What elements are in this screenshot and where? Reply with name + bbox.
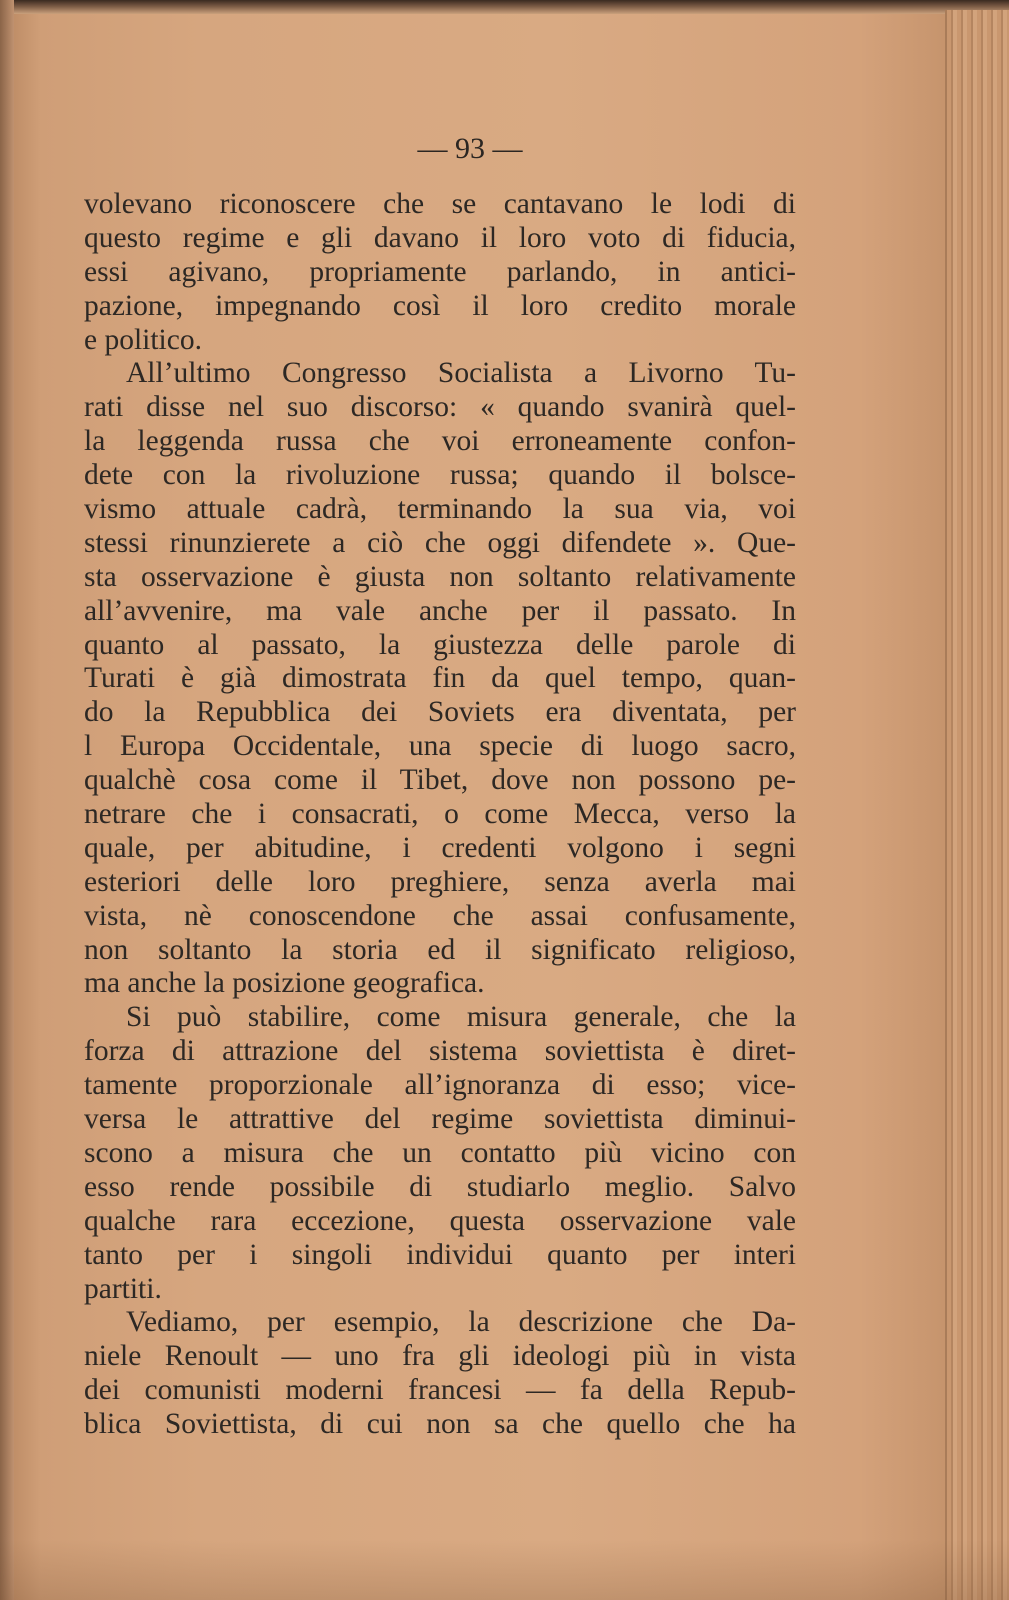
page-top-edge (0, 0, 1009, 14)
text-line: versa le attrattive del regime soviettista diminui- (84, 1103, 796, 1136)
text-line: pazione, impegnando così il loro credito morale (84, 289, 796, 322)
text-line: ma anche la posizione geografica. (84, 967, 485, 1000)
text-line: rati disse nel suo discorso: « quando svanirà quel- (84, 391, 796, 424)
text-line: All’ultimo Congresso Socialista a Livorno Tu- (126, 357, 796, 390)
text-line: quale, per abitudine, i credenti volgono i segni (84, 831, 796, 864)
text-line: dete con la rivoluzione russa; quando il bolsce- (84, 459, 796, 492)
text-line: all’avvenire, ma vale anche per il passato. In (84, 594, 796, 627)
text-line: l Europa Occidentale, una specie di luogo sacro, (84, 730, 796, 763)
text-line: Turati è già dimostrata fin da quel tempo, quan- (84, 662, 796, 695)
text-line: Vediamo, per esempio, la descrizione che Da- (126, 1306, 796, 1339)
text-line: vismo attuale cadrà, terminando la sua via, voi (84, 493, 796, 526)
body-text (84, 188, 796, 1442)
text-line: blica Soviettista, di cui non sa che quello che ha (84, 1408, 796, 1441)
text-line: partiti. (84, 1272, 162, 1305)
text-line: esso rende possibile di studiarlo meglio. Salvo (84, 1170, 796, 1203)
text-line: stessi rinunzierete a ciò che oggi difendete ». Que- (84, 526, 796, 559)
page-bottom-shadow (0, 1540, 1009, 1600)
text-line: scono a misura che un contatto più vicino con (84, 1136, 796, 1169)
text-line: qualche rara eccezione, questa osservazione vale (84, 1204, 796, 1237)
text-line: dei comunisti moderni francesi — fa della Repub- (84, 1374, 796, 1407)
text-line: volevano riconoscere che se cantavano le lodi di (84, 188, 796, 220)
text-line: forza di attrazione del sistema soviettista è diret- (84, 1035, 796, 1068)
text-line: tamente proporzionale all’ignoranza di esso; vice- (84, 1069, 796, 1102)
text-line: questo regime e gli davano il loro voto di fiducia, (84, 221, 796, 254)
text-line: non soltanto la storia ed il significato religioso, (84, 933, 796, 966)
text-line: Si può stabilire, come misura generale, che la (126, 1001, 796, 1034)
text-line: sta osservazione è giusta non soltanto relativamente (84, 560, 796, 593)
text-line: quanto al passato, la giustezza delle parole di (84, 628, 796, 661)
stacked-page-edges (945, 10, 1009, 1600)
text-line: tanto per i singoli individui quanto per interi (84, 1238, 796, 1271)
text-line: qualchè cosa come il Tibet, dove non possono pe- (84, 764, 796, 797)
text-line: essi agivano, propriamente parlando, in antici- (84, 255, 796, 288)
text-line: niele Renoult — uno fra gli ideologi più in vista (84, 1340, 796, 1373)
text-line: vista, nè conoscendone che assai confusamente, (84, 899, 796, 932)
text-line: esteriori delle loro preghiere, senza averla mai (84, 865, 796, 898)
text-line: netrare che i consacrati, o come Mecca, verso la (84, 798, 796, 831)
page-left-edge (0, 0, 14, 1600)
text-line: la leggenda russa che voi erroneamente confon- (84, 425, 796, 458)
text-line: e politico. (84, 323, 202, 356)
text-line: do la Repubblica dei Soviets era diventata, per (84, 696, 796, 729)
page-number: — 93 — (417, 132, 523, 165)
